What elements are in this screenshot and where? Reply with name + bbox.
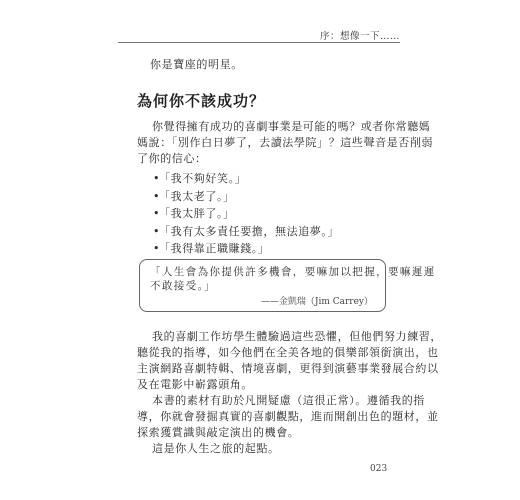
list-item: [153, 241, 339, 256]
quote-text: [150, 265, 436, 293]
list-item: [153, 206, 339, 221]
quote-box: [139, 259, 436, 312]
quote-line: 「人生會為你提供許多機會，要嘛加以把握，要嘛遲遲: [150, 266, 436, 278]
bullet-icon: •: [153, 242, 161, 255]
paragraph-line: 主演網路喜劇特輯、情境喜劇，更得到演藝事業發展合約以: [137, 362, 439, 375]
paragraph-line: 及在電影中嶄露頭角。: [137, 378, 253, 391]
list-item-text: 「我不夠好笑。」: [159, 172, 247, 185]
paragraph-line: 導，你就會發掘真實的喜劇觀點，進而開創出色的題材，並: [137, 410, 439, 423]
paragraph-line: 媽說：「別作白日夢了，去讀法學院」？這些聲音是否削弱: [137, 136, 434, 149]
list-item: [153, 224, 339, 239]
doubt-list: [153, 171, 339, 259]
paragraph-line: 了你的信心：: [137, 152, 207, 165]
page-number: 023: [370, 464, 388, 474]
list-item: [153, 189, 339, 204]
paragraph-line: 你覺得擁有成功的喜劇事業是可能的嗎？或者你常聽媽: [152, 120, 431, 133]
paragraph-line: 探索獲賞識與敲定演出的機會。: [137, 426, 300, 439]
list-item-text: 「我有太多責任要擔，無法追夢。」: [159, 224, 340, 238]
header-divider: [118, 42, 400, 43]
quote-line: 不敢接受。」: [150, 280, 217, 292]
list-item-text: 「我太胖了。」: [159, 207, 235, 220]
list-item-text: 「我太老了。」: [159, 189, 235, 203]
paragraph-line: 我的喜劇工作坊學生體驗過這些恐懼，但他們努力練習，: [152, 330, 442, 343]
closing-line: 這是你人生之旅的起點。: [152, 442, 280, 455]
bullet-icon: •: [153, 207, 161, 220]
bullet-icon: •: [153, 172, 161, 185]
paragraph-line: 聽從我的指導，如今他們在全美各地的俱樂部領銜演出，也: [137, 346, 439, 359]
opening-line: 你是寶座的明星。: [150, 58, 243, 71]
running-header: 序：想像一下……: [319, 31, 400, 42]
paragraph-line: 本書的素材有助於凡開疑慮（這很正常）。遵循我的指: [152, 394, 425, 407]
list-item-text: 「我得靠正職賺錢。」: [159, 242, 270, 255]
section-heading: 為何你不該成功？: [137, 92, 266, 110]
quote-author: ——金凱瑞（Jim Carrey）: [260, 297, 373, 307]
list-item: [153, 171, 339, 186]
bullet-icon: •: [153, 224, 161, 238]
bullet-icon: •: [153, 189, 161, 203]
